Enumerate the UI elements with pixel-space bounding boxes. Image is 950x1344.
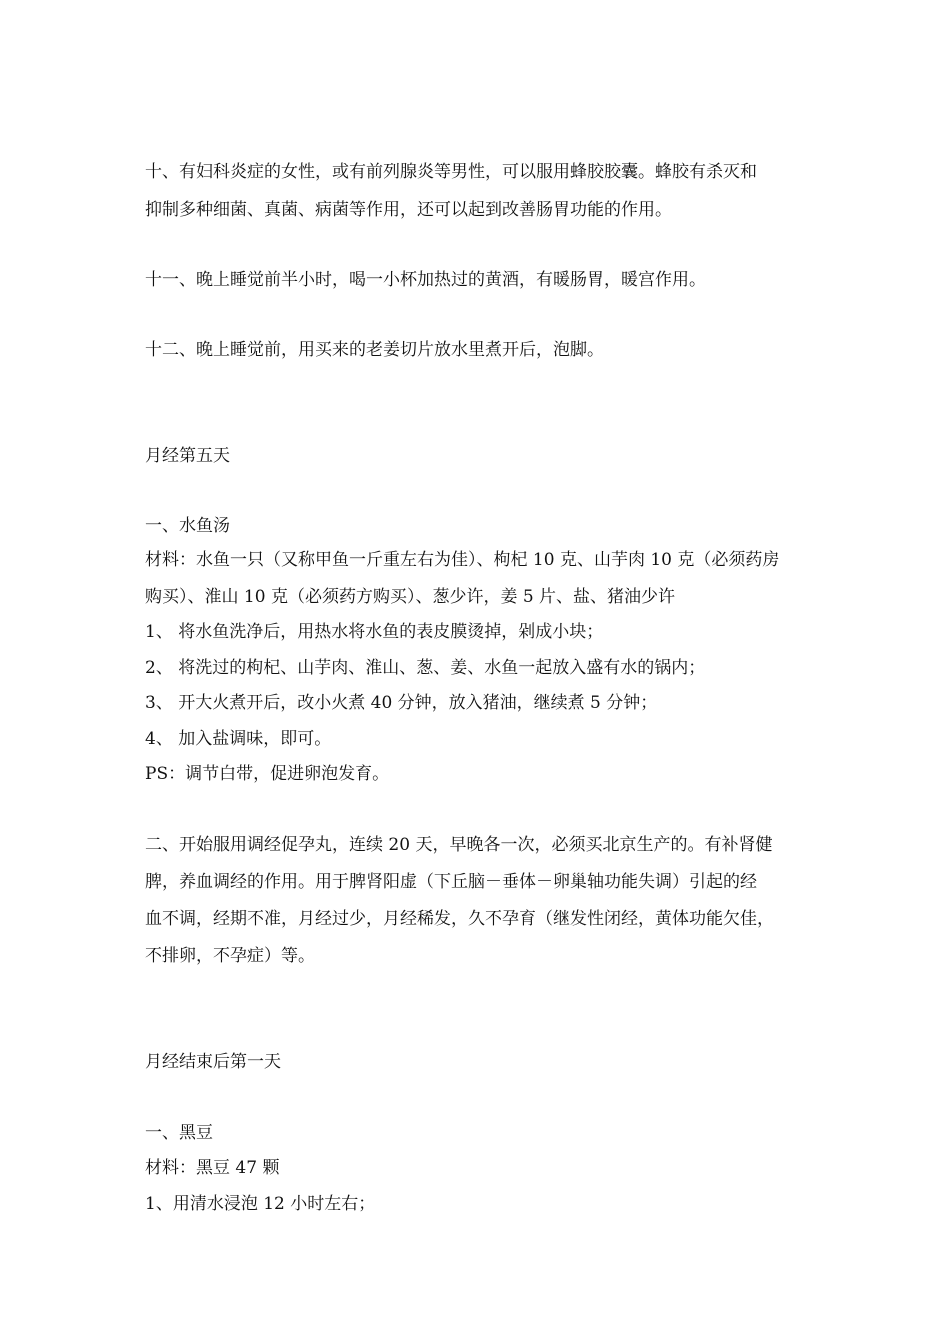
- item-10-line-1: 十、有妇科炎症的女性，或有前列腺炎等男性，可以服用蜂胶胶囊。蜂胶有杀灭和: [145, 162, 757, 182]
- day5-section1-step-4: 4、 加入盐调味，即可。: [145, 729, 332, 749]
- day5-section2-line-1: 二、开始服用调经促孕丸，连续 20 天，早晚各一次，必须买北京生产的。有补肾健: [145, 835, 773, 855]
- day5-section2-line-2: 脾，养血调经的作用。用于脾肾阳虚（下丘脑－垂体－卵巢轴功能失调）引起的经: [145, 872, 757, 892]
- after-period-heading: 月经结束后第一天: [145, 1052, 281, 1072]
- day5-section1-materials-line-1: 材料：水鱼一只（又称甲鱼一斤重左右为佳）、枸杞 10 克、山芋肉 10 克（必须药房: [145, 550, 780, 570]
- day5-section1-ps: PS：调节白带，促进卵泡发育。: [145, 764, 390, 784]
- day5-section2-line-4: 不排卵，不孕症）等。: [145, 946, 315, 966]
- day5-section1-title: 一、水鱼汤: [145, 516, 230, 536]
- item-11: 十一、晚上睡觉前半小时，喝一小杯加热过的黄酒，有暖肠胃，暖宫作用。: [145, 270, 706, 290]
- day5-heading: 月经第五天: [145, 446, 230, 466]
- after-section1-step-1: 1、用清水浸泡 12 小时左右；: [145, 1194, 376, 1214]
- day5-section1-step-1: 1、 将水鱼洗净后，用热水将水鱼的表皮膜烫掉，剁成小块；: [145, 622, 604, 642]
- day5-section1-step-3: 3、 开大火煮开后，改小火煮 40 分钟，放入猪油，继续煮 5 分钟；: [145, 693, 658, 713]
- day5-section2-line-3: 血不调，经期不准，月经过少，月经稀发，久不孕育（继发性闭经，黄体功能欠佳，: [145, 909, 774, 929]
- item-12: 十二、晚上睡觉前，用买来的老姜切片放水里煮开后，泡脚。: [145, 340, 604, 360]
- day5-section1-step-2: 2、 将洗过的枸杞、山芋肉、淮山、葱、姜、水鱼一起放入盛有水的锅内；: [145, 658, 706, 678]
- after-section1-title: 一、黑豆: [145, 1123, 213, 1143]
- day5-section1-materials-line-2: 购买）、淮山 10 克（必须药方购买）、葱少许，姜 5 片、盐、猪油少许: [145, 587, 676, 607]
- item-10-line-2: 抑制多种细菌、真菌、病菌等作用，还可以起到改善肠胃功能的作用。: [145, 200, 672, 220]
- after-section1-materials: 材料：黑豆 47 颗: [145, 1158, 280, 1178]
